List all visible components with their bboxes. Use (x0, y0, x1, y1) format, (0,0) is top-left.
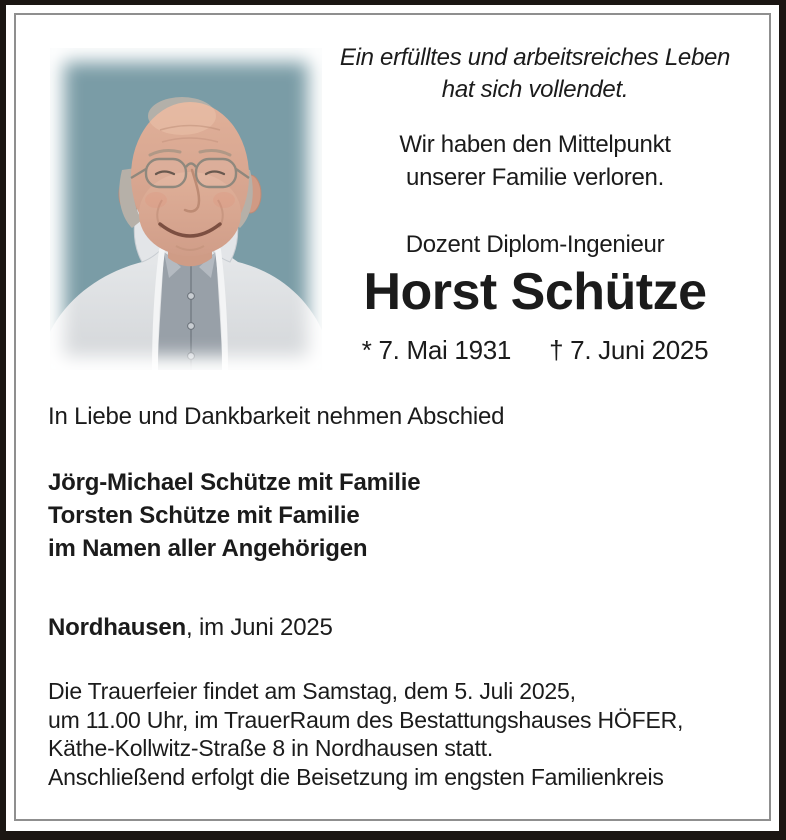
epigraph-line-2: hat sich vollendet. (441, 76, 629, 103)
epigraph (300, 42, 770, 106)
mourner-line: im Namen aller Angehörigen (48, 535, 368, 562)
portrait-photo (50, 48, 322, 370)
epigraph-line-1: Ein erfülltes und arbeitsreiches Leben (339, 44, 731, 71)
life-dates (300, 335, 770, 366)
deceased-portrait-illustration (50, 48, 322, 370)
place-date-suffix: , im Juni 2025 (186, 614, 333, 641)
mourner-line: Torsten Schütze mit Familie (48, 502, 360, 529)
funeral-line: um 11.00 Uhr, im TrauerRaum des Bestattungshauses HÖFER, (48, 706, 684, 733)
deceased-name: Horst Schütze (363, 263, 707, 321)
mourners-list (48, 466, 748, 565)
funeral-line: Käthe-Kollwitz-Straße 8 in Nordhausen statt. (48, 735, 494, 761)
place-name: Nordhausen (48, 614, 187, 641)
death-date: † 7. Juni 2025 (549, 335, 709, 365)
funeral-information (48, 677, 748, 791)
funeral-line: Die Trauerfeier findet am Samstag, dem 5. Juli 2025, (48, 678, 576, 704)
birth-date: * 7. Mai 1931 (361, 335, 512, 365)
loss-statement (300, 128, 770, 194)
place-and-date (48, 614, 748, 642)
mourner-line: Jörg-Michael Schütze mit Familie (48, 469, 421, 496)
loss-line-1: Wir haben den Mittelpunkt (399, 131, 671, 158)
academic-title: Dozent Diplom-Ingenieur (405, 231, 665, 258)
farewell-line: In Liebe und Dankbarkeit nehmen Abschied (48, 403, 505, 430)
loss-line-2: unserer Familie verloren. (406, 164, 664, 191)
funeral-line: Anschließend erfolgt die Beisetzung im engsten Familienkreis (48, 763, 664, 790)
